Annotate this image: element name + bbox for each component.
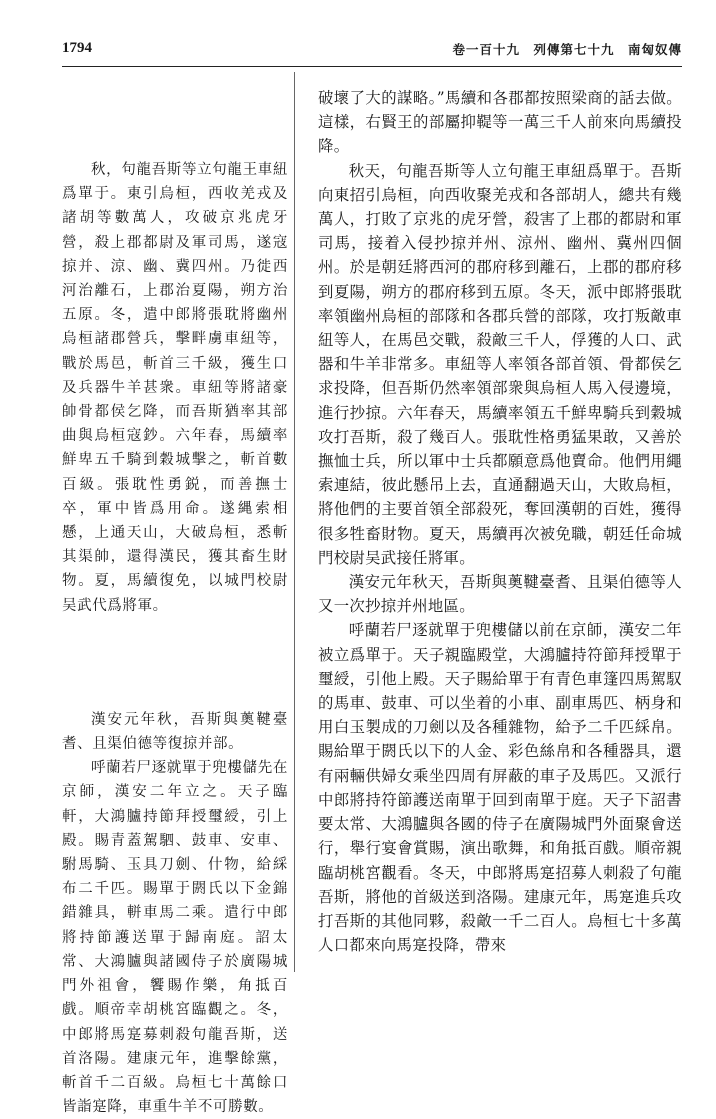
translation-column <box>318 86 682 957</box>
classical-text-column <box>62 86 288 1119</box>
translation-paragraph: 破壞了大的謀略。”馬續和各郡都按照梁商的話去做。這樣，右賢王的部屬抑鞮等一萬三千人前來向馬續投降。 <box>318 89 682 156</box>
classical-paragraph: 漢安元年秋，吾斯與薁鞬臺耆、且渠伯德等復掠并部。 <box>62 711 288 753</box>
translation-paragraph: 呼蘭若尸逐就單于兜樓儲以前在京師，漢安二年被立爲單于。天子親臨殿堂，大鴻臚持符節拜授單于璽綬，引他上殿。天子賜給單于有青色車篷四馬駕馭的馬車、鼓車、可以坐着的小車、副車馬匹、柄身和用白玉製成的刀劍以及各種雜物，給予二千匹綵帛。賜給單于閼氏以下的人金、彩色絲帛和各種器具，還有兩輛供婦女乘坐四周有屏蔽的車子及馬匹。又派行中郎將持符節護送南單于回到南單于庭。天子下詔書要太常、大鴻臚與各國的侍子在廣陽城門外面聚會送行，舉行宴會賞賜，演出歌舞，和角抵百戲。順帝親臨胡桃宮觀看。冬天，中郎將馬寔招募人刺殺了句龍吾斯，將他的首級送到洛陽。建康元年，馬寔進兵攻打吾斯的其他同夥，殺敵一千二百人。烏桓七十多萬人口都來向馬寔投降，帶來 <box>318 621 682 955</box>
header-rule <box>62 66 682 67</box>
classical-paragraph: 秋，句龍吾斯等立句龍王車紐爲單于。東引烏桓，西收羌戎及諸胡等數萬人，攻破京兆虎牙營，殺上郡都尉及軍司馬，遂寇掠并、涼、幽、冀四州。乃徙西河治離石，上郡治夏陽，朔方治五原。冬，遣中郎將張耽將幽州烏桓諸郡營兵，擊畔虜車紐等，戰於馬邑，斬首三千級，獲生口及兵器牛羊甚衆。車紐等將諸豪帥骨都侯乞降，而吾斯猶率其部曲與烏桓寇鈔。六年春，馬續率鮮卑五千騎到穀城擊之，斬首數百級。張耽性勇鋭，而善撫士卒，軍中皆爲用命。遂縄索相懸，上通天山，大破烏桓，悉斬其渠帥，還得漢民，獲其畜生財物。夏，馬續復免，以城門校尉吴武代爲將軍。 <box>62 162 288 614</box>
column-divider <box>294 72 295 972</box>
translation-paragraph: 漢安元年秋天，吾斯與薁鞬臺耆、且渠伯德等人又一次抄掠并州地區。 <box>318 573 682 616</box>
page-header <box>62 40 682 66</box>
page-number: 1794 <box>62 40 92 56</box>
classical-paragraph: 呼蘭若尸逐就單于兜樓儲先在京師，漢安二年立之。天子臨軒，大鴻臚持節拜授璽綬，引上殿。賜青蓋駕駟、鼓車、安車、駙馬騎、玉具刀劍、什物，給綵布二千匹。賜單于閼氏以下金錦錯雜具，軿車馬二乘。遣行中郎將持節護送單于歸南庭。詔太常、大鴻臚與諸國侍子於廣陽城門外祖會，饗賜作樂，角抵百戲。順帝幸胡桃宮臨觀之。冬，中郎將馬寔募刺殺句龍吾斯，送首洛陽。建康元年，進擊餘黨，斬首千二百級。烏桓七十萬餘口皆詣寔降，車重牛羊不可勝數。 <box>62 760 288 1116</box>
translation-paragraph: 秋天，句龍吾斯等人立句龍王車紐爲單于。吾斯向東招引烏桓，向西收聚羌戎和各部胡人，總共有幾萬人，打敗了京兆的虎牙營，殺害了上郡的都尉和軍司馬，接着入侵抄掠并州、涼州、幽州、冀州四個州。於是朝廷將西河的郡府移到離石，上郡的郡府移到夏陽，朔方的郡府移到五原。冬天，派中郎將張耽率領幽州烏桓的部隊和各郡兵營的部隊，攻打叛敵車紐等人，在馬邑交戰，殺敵三千人，俘獲的人口、武器和牛羊非常多。車紐等人率領各部首領、骨都侯乞求投降，但吾斯仍然率領部衆與烏桓人馬入侵邊境，進行抄掠。六年春天，馬續率領五千鮮卑騎兵到穀城攻打吾斯，殺了幾百人。張耽性格勇猛果敢，又善於撫恤士兵，所以軍中士兵都願意爲他賣命。他們用繩索連結，彼此懸吊上去，直通翻過天山，大敗烏桓，將他們的主要首領全部殺死，奪回漢朝的百姓，獲得很多牲畜財物。夏天，馬續再次被免職，朝廷任命城門校尉吴武接任將軍。 <box>318 161 682 567</box>
running-head: 卷一百十九 列傳第七十九 南匈奴傳 <box>452 42 682 57</box>
